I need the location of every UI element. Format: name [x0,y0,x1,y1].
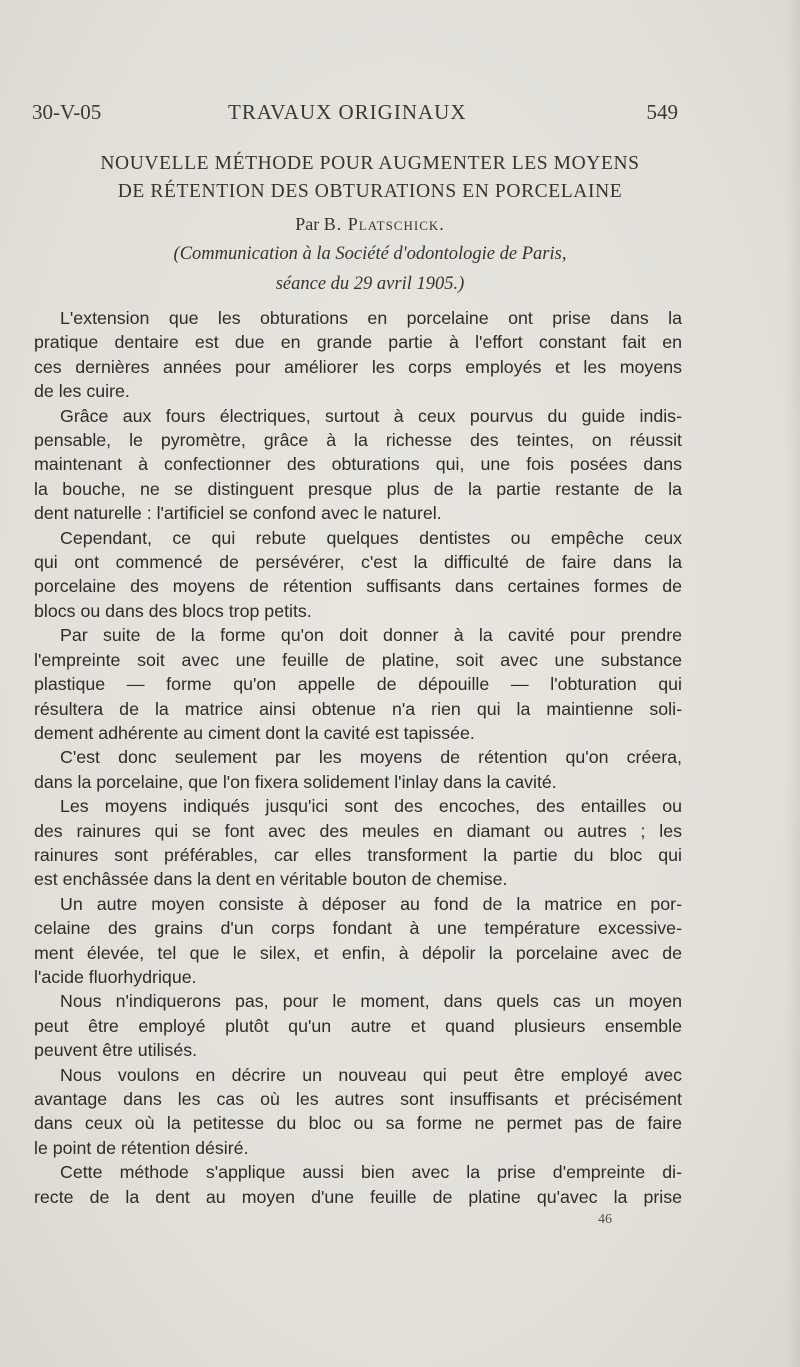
page-edge-shadow [786,0,800,1367]
body-line: plastique — forme qu'on appelle de dépouille — l'obturation qui [34,674,682,695]
body-line: Nous voulons en décrire un nouveau qui peut être employé avec [60,1064,682,1085]
body-line: le point de rétention désiré. [34,1137,249,1158]
header-running-title: TRAVAUX ORIGINAUX [228,100,467,124]
header-page-number: 549 [646,100,678,124]
body-line: Cette méthode s'applique aussi bien avec la prise d'empreinte di- [60,1162,682,1183]
body-line: des rainures qui se font avec des meules en diamant ou autres ; les [34,820,682,841]
byline-author: B. Platschick. [323,214,445,234]
signature-mark: 46 [598,1212,612,1227]
body-line: C'est donc seulement par les moyens de rétention qu'on créera, [60,747,682,768]
body-line: est enchâssée dans la dent en véritable bouton de chemise. [34,869,508,890]
body-line: peuvent être utilisés. [34,1040,198,1061]
body-line: celaine des grains d'un corps fondant à une température excessive- [34,918,682,939]
body-line: Grâce aux fours électriques, surtout à ceux pourvus du guide indis- [60,405,682,426]
body-line: Les moyens indiqués jusqu'ici sont des encoches, des entailles ou [60,796,682,817]
article-title-block [30,150,710,298]
header-date: 30-V-05 [32,100,102,124]
article-byline [30,210,710,238]
body-line: rainures sont préférables, car elles transforment la partie du bloc qui [34,844,682,865]
body-line: ment élevée, tel que le silex, et enfin, à dépolir la porcelaine avec de [34,942,682,963]
body-line: avantage dans les cas où les autres sont insuffisants et précisément [34,1089,682,1109]
body-line: blocs ou dans des blocs trop petits. [34,600,312,621]
body-line: de les cuire. [34,381,130,402]
article-body [34,306,682,1209]
body-line: peut être employé plutôt qu'un autre et quand plusieurs ensemble [34,1015,682,1036]
body-line: l'acide fluorhydrique. [34,966,197,987]
body-line: pratique dentaire est due en grande partie à l'effort constant fait en [34,332,682,353]
communication-line-2: séance du 29 avril 1905.) [275,274,465,294]
body-line: dement adhérente au ciment dont la cavité est tapissée. [34,722,475,743]
body-line: Un autre moyen consiste à déposer au fond de la matrice en por- [60,893,682,914]
body-line: qui ont commencé de persévérer, c'est la difficulté de faire dans la [34,552,682,573]
body-line: l'empreinte soit avec une feuille de platine, soit avec une substance [34,649,682,670]
body-line: la bouche, ne se distinguent presque plus de la partie restante de la [34,478,682,499]
article-title-line-1: NOUVELLE MÉTHODE POUR AUGMENTER LES MOYENS [100,153,640,174]
body-line: résultera de la matrice ainsi obtenue n'a rien qui la maintienne soli- [34,698,682,719]
body-line: dent naturelle : l'artificiel se confond avec le naturel. [34,503,442,524]
body-line: maintenant à confectionner des obturations qui, une fois posées dans [34,454,682,475]
body-line: dans la porcelaine, que l'on fixera solidement l'inlay dans la cavité. [34,771,557,792]
body-line: Nous n'indiquerons pas, pour le moment, dans quels cas un moyen [60,991,682,1012]
article-title-line-2: DE RÉTENTION DES OBTURATIONS EN PORCELAINE [117,181,623,202]
communication-line-1: (Communication à la Société d'odontologie de Paris, [173,244,567,264]
body-line: Cependant, ce qui rebute quelques dentistes ou empêche ceux [60,527,682,548]
body-line: L'extension que les obturations en porcelaine ont prise dans la [60,308,682,328]
body-line: porcelaine des moyens de rétention suffisants dans certaines formes de [34,576,682,597]
body-line: Par suite de la forme qu'on doit donner à la cavité pour prendre [60,625,682,646]
byline-prefix: Par [295,214,320,234]
body-line: pensable, le pyromètre, grâce à la richesse des teintes, on réussit [34,430,682,451]
running-header [32,100,678,130]
body-line: ces dernières années pour améliorer les corps employés et les moyens [34,356,682,377]
body-line: dans ceux où la petitesse du bloc ou sa forme ne permet pas de faire [34,1113,682,1134]
body-line: recte de la dent au moyen d'une feuille de platine qu'avec la prise [34,1186,682,1207]
